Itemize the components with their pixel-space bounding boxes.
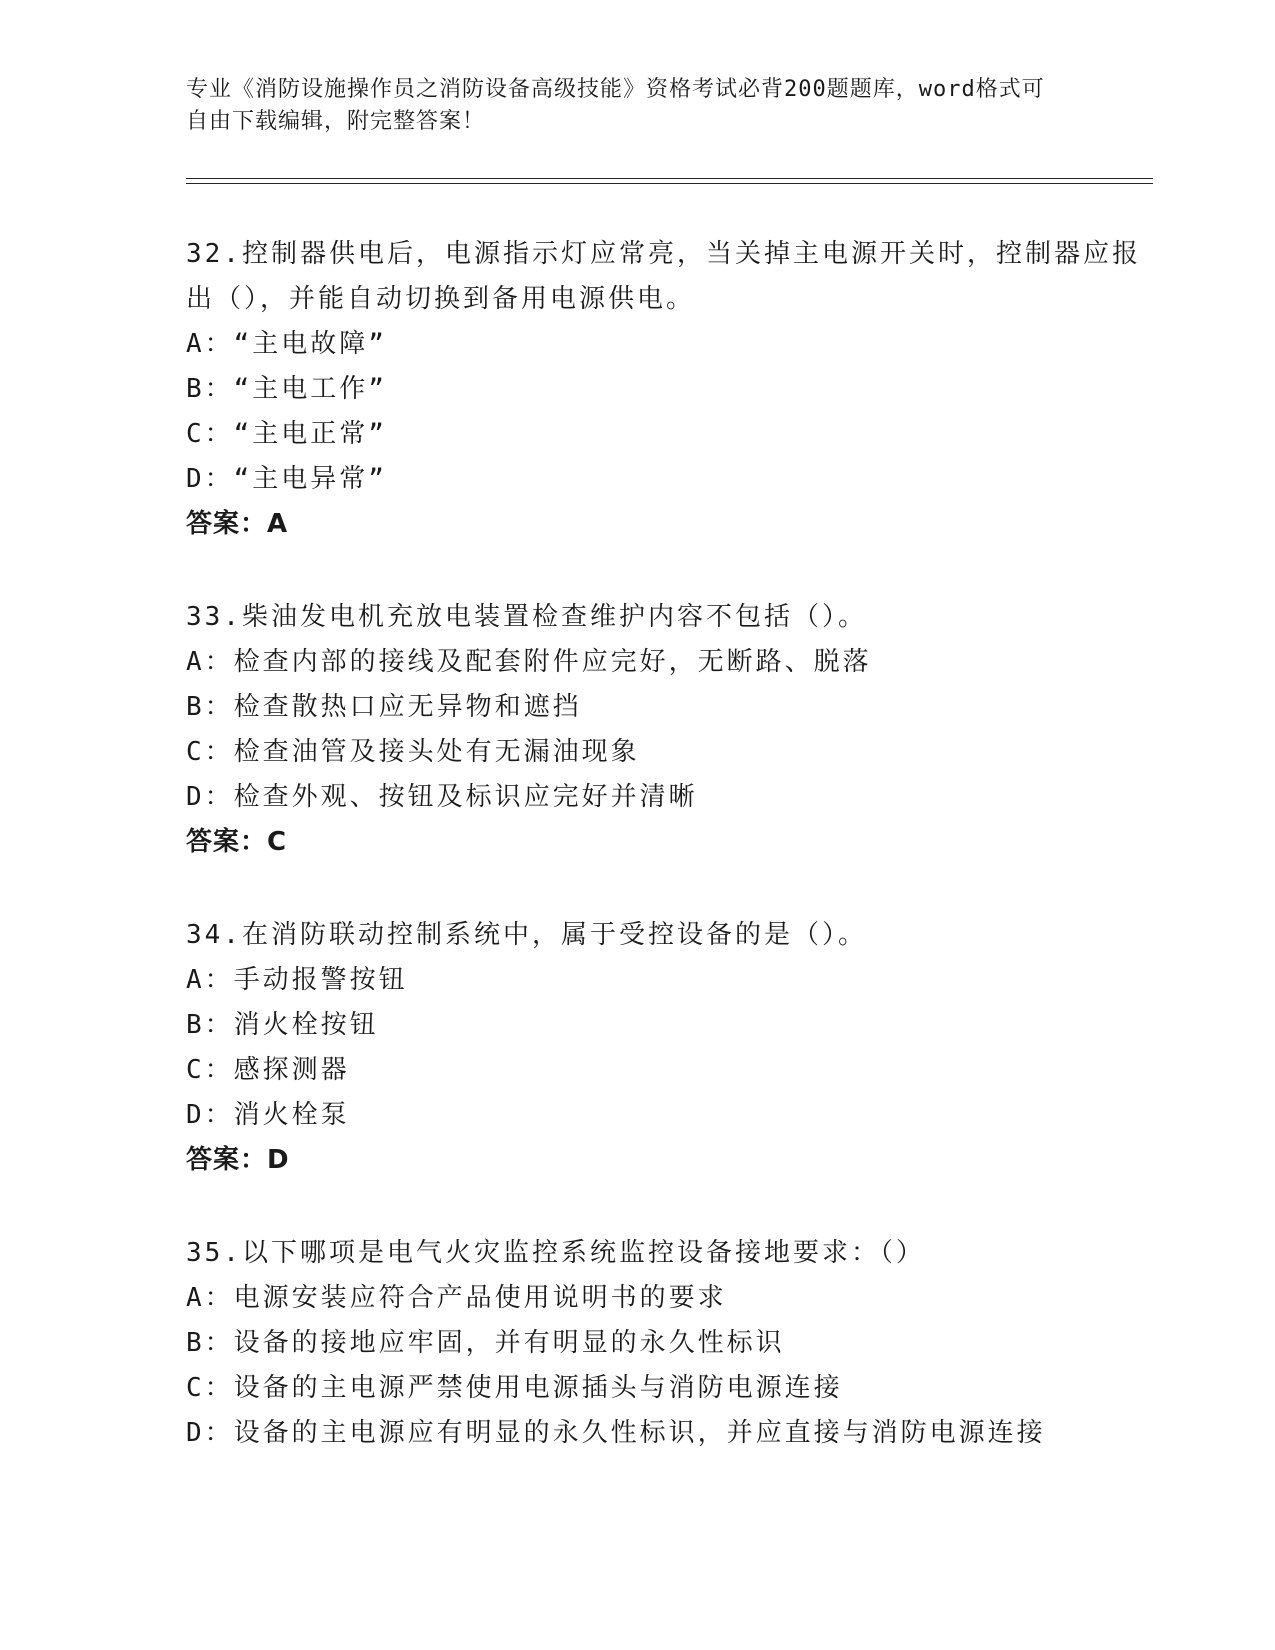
question-34 [186, 913, 1146, 1183]
option-a: A：“主电故障” [186, 329, 387, 359]
option-d: D：检查外观、按钮及标识应完好并清晰 [186, 782, 698, 812]
question-stem: 34.在消防联动控制系统中，属于受控设备的是（）。 [186, 920, 867, 950]
option-d: D：设备的主电源应有明显的永久性标识，并应直接与消防电源连接 [186, 1418, 1046, 1448]
answer-line: 答案：A [186, 509, 289, 539]
option-b: B：消火栓按钮 [186, 1010, 379, 1040]
document-header: 专业《消防设施操作员之消防设备高级技能》资格考试必背200题题库，word格式可自由下载编辑，附完整答案！ [186, 77, 1045, 134]
question-stem: 35.以下哪项是电气火灾监控系统监控设备接地要求：（） [186, 1238, 925, 1268]
option-d: D：消火栓泵 [186, 1100, 350, 1130]
option-c: C：检查油管及接头处有无漏油现象 [186, 737, 640, 767]
question-stem: 33.柴油发电机充放电装置检查维护内容不包括（）。 [186, 602, 867, 632]
answer-line: 答案：C [186, 827, 288, 857]
option-c: C：“主电正常” [186, 419, 387, 449]
question-35 [186, 1231, 1146, 1456]
question-33 [186, 595, 1146, 865]
option-d: D：“主电异常” [186, 464, 387, 494]
question-32 [186, 232, 1146, 547]
option-a: A：电源安装应符合产品使用说明书的要求 [186, 1283, 727, 1313]
question-list [186, 232, 1146, 1456]
option-c: C：设备的主电源严禁使用电源插头与消防电源连接 [186, 1373, 843, 1403]
answer-line: 答案：D [186, 1145, 290, 1175]
option-c: C：感探测器 [186, 1055, 350, 1085]
option-a: A：检查内部的接线及配套附件应完好，无断路、脱落 [186, 647, 872, 677]
option-b: B：设备的接地应牢固，并有明显的永久性标识 [186, 1328, 785, 1358]
option-b: B：“主电工作” [186, 374, 387, 404]
option-a: A：手动报警按钮 [186, 965, 408, 995]
question-stem: 32.控制器供电后，电源指示灯应常亮，当关掉主电源开关时，控制器应报出（），并能自动切换到备用电源供电。 [186, 239, 1141, 314]
option-b: B：检查散热口应无异物和遮挡 [186, 692, 582, 722]
header-divider [186, 178, 1153, 184]
